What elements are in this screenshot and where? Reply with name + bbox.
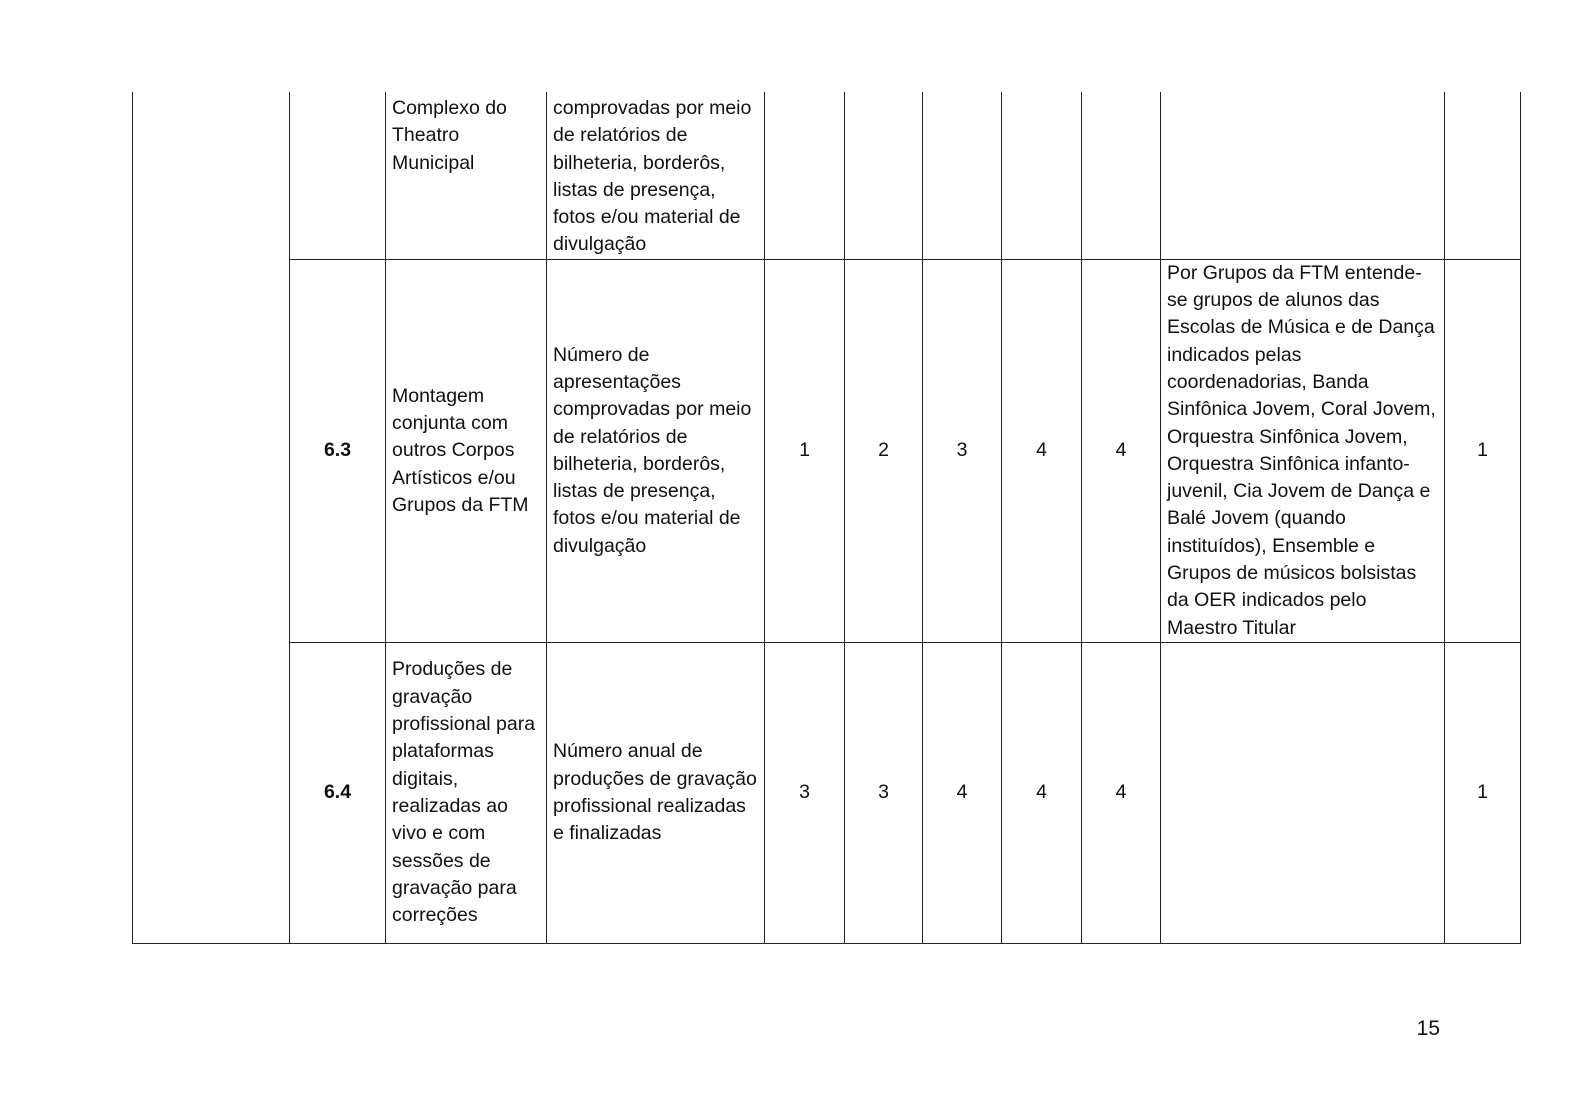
note-cell	[1161, 92, 1445, 259]
target-cell-5: 4	[1082, 642, 1161, 943]
item-number-cell	[290, 92, 386, 259]
target-cell-4: 4	[1002, 259, 1082, 642]
target-cell-1: 1	[765, 259, 845, 642]
indicator-cell: Número anual de produções de gravação profissional realizadas e finalizadas	[547, 642, 765, 943]
target-cell-2: 3	[845, 642, 923, 943]
action-cell: Montagem conjunta com outros Corpos Artísticos e/ou Grupos da FTM	[386, 259, 547, 642]
weight-cell: 1	[1445, 259, 1521, 642]
target-cell-1	[765, 92, 845, 259]
target-cell-5: 4	[1082, 259, 1161, 642]
target-cell-4	[1002, 92, 1082, 259]
note-cell: Por Grupos da FTM entende-se grupos de alunos das Escolas de Música e de Dança indicados pelas coordenadorias, Banda Sinfônica Jovem, Coral Jovem, Orquestra Sinfônica Jovem, Orquestra Sinfônica infanto-juvenil, Cia Jovem de Dança e Balé Jovem (quando instituídos), Ensemble e Grupos de músicos bolsistas da OER indicados pelo Maestro Titular	[1161, 259, 1445, 642]
table-row	[133, 92, 1521, 259]
indicator-cell: comprovadas por meio de relatórios de bilheteria, borderôs, listas de presença, fotos e/ou material de divulgação	[547, 92, 765, 259]
item-number-cell: 6.3	[290, 259, 386, 642]
target-cell-3: 4	[923, 642, 1002, 943]
target-cell-2	[845, 92, 923, 259]
item-number-cell: 6.4	[290, 642, 386, 943]
weight-cell: 1	[1445, 642, 1521, 943]
indicator-cell: Número de apresentações comprovadas por meio de relatórios de bilheteria, borderôs, listas de presença, fotos e/ou material de divulgação	[547, 259, 765, 642]
page-number: 15	[1416, 1017, 1440, 1040]
weight-cell	[1445, 92, 1521, 259]
action-cell: Complexo do Theatro Municipal	[386, 92, 547, 259]
note-cell	[1161, 642, 1445, 943]
table-row	[133, 642, 1521, 943]
target-cell-5	[1082, 92, 1161, 259]
target-cell-3	[923, 92, 1002, 259]
group-cell	[133, 92, 290, 943]
target-cell-4: 4	[1002, 642, 1082, 943]
table-row	[133, 259, 1521, 642]
target-cell-1: 3	[765, 642, 845, 943]
target-cell-2: 2	[845, 259, 923, 642]
action-cell: Produções de gravação profissional para plataformas digitais, realizadas ao vivo e com sessões de gravação para correções	[386, 642, 547, 943]
target-cell-3: 3	[923, 259, 1002, 642]
goals-table	[132, 92, 1521, 944]
